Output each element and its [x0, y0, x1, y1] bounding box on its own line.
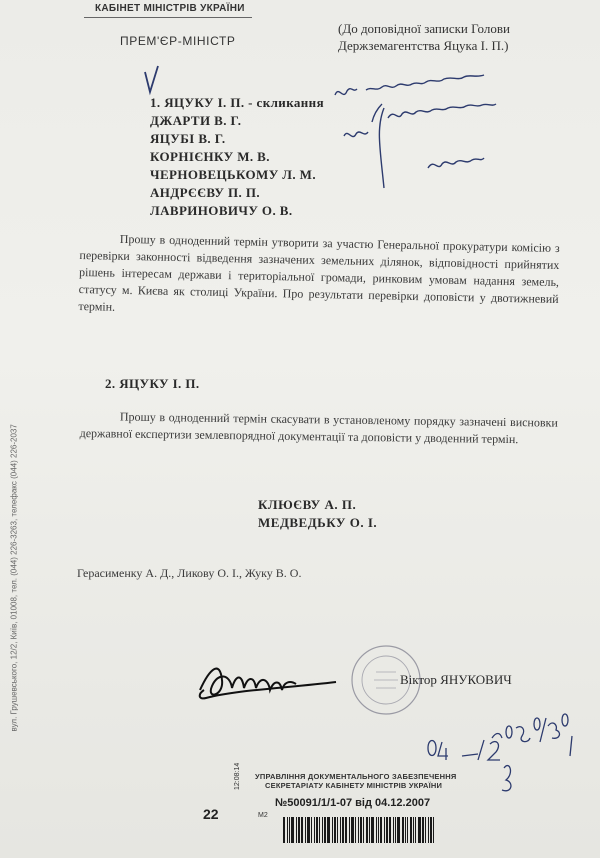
signer-name: Віктор ЯНУКОВИЧ — [400, 672, 512, 687]
stamp-line-1: УПРАВЛІННЯ ДОКУМЕНТАЛЬНОГО ЗАБЕЗПЕЧЕННЯ — [255, 772, 457, 781]
cabinet-header: КАБІНЕТ МІНІСТРІВ УКРАЇНИ — [95, 3, 245, 14]
stamp-line-2: СЕКРЕТАРІАТУ КАБІНЕТУ МІНІСТРІВ УКРАЇНИ — [265, 781, 443, 790]
handwritten-date — [428, 740, 511, 791]
paragraph-1-text: Прошу в одноденний термін утворити за участю Генеральної прокуратури комісію з перевірки законності відведення зазначених земельних ділянок, відповідності прийнятих рішень інтересам держави і територіальної громади, ринковим умовам надання земель, статусу м. Києва як столиці України. Про результати перевірки доповісти у двотижневий термін. — [78, 231, 560, 314]
addressee-line: 1. ЯЦУКУ І. П. - скликання — [150, 95, 324, 110]
addressee-line: КОРНІЄНКУ М. В. — [150, 149, 270, 164]
addressee-line: ЛАВРИНОВИЧУ О. В. — [150, 203, 293, 218]
additional-addressee: МЕДВЕДЬКУ О. І. — [258, 515, 378, 530]
handwritten-bracket — [344, 108, 384, 188]
handwritten-note-3 — [428, 158, 484, 168]
registration-number: №50091/1/1-07 від 04.12.2007 — [275, 797, 431, 809]
check-mark — [145, 66, 158, 92]
handwritten-note-2 — [372, 104, 496, 122]
section-2-title: 2. ЯЦУКУ І. П. — [105, 376, 200, 391]
handwritten-note-1 — [335, 75, 484, 95]
additional-addressee: КЛЮЄВУ А. П. — [258, 497, 357, 512]
paragraph-2-text: Прошу в одноденний термін скасувати в установленому порядку зазначені висновки державної експертизи землевпорядної документації та доповісти у дводенний термін. — [79, 409, 558, 447]
addressee-line: ДЖАРТИ В. Г. — [150, 113, 242, 128]
handwritten-reg-number — [492, 714, 572, 756]
signature — [200, 669, 336, 699]
addressee-line: ЯЦУБІ В. Г. — [150, 131, 226, 146]
addressee-line: ЧЕРНОВЕЦЬКОМУ Л. М. — [150, 167, 317, 182]
stamp-m2: М2 — [258, 812, 268, 819]
page-number: 22 — [203, 806, 219, 822]
premier-title: ПРЕМ'ЄР-МІНІСТР — [120, 34, 236, 48]
addressee-line: АНДРЄЄВУ П. П. — [150, 185, 260, 200]
reference-note: (До доповідної записки Голови Держземагентства Яцука І. П.) — [338, 21, 510, 53]
stamp-time: 12:08:14 — [234, 762, 241, 790]
side-address: вул. Грушевського, 12/2, Київ, 01008, тел. (044) 226-3263, телефакс (044) 226-2037 — [9, 424, 19, 732]
copy-recipients: Герасименку А. Д., Ликову О. І., Жуку В. О. — [77, 566, 302, 580]
seal-center-lines — [374, 672, 398, 688]
